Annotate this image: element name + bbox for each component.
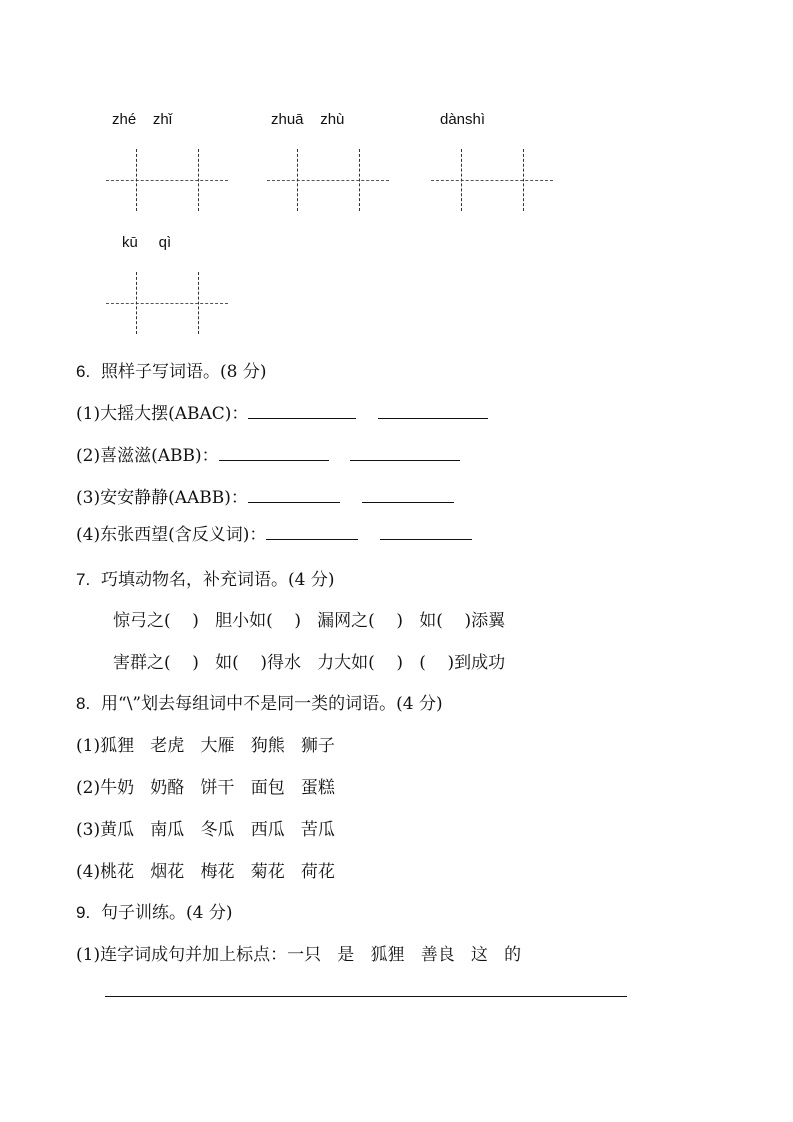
grid-vertical-line (136, 272, 137, 334)
q9-item-1: (1)连字词成句并加上标点：一只 是 狐狸 善良 这 的 (76, 945, 522, 965)
grid-vertical-line (523, 149, 524, 211)
q8-item-4: (4)桃花 烟花 梅花 菊花 荷花 (76, 862, 335, 882)
q8-item-2: (2)牛奶 奶酪 饼干 面包 蛋糕 (76, 778, 335, 798)
q6-item-1: (1)大摇大摆(ABAC)： (76, 399, 488, 424)
grid-vertical-line (198, 149, 199, 211)
q7-line-1: 惊弓之( ) 胆小如( ) 漏网之( ) 如( )添翼 (113, 611, 506, 631)
answer-blank[interactable] (380, 538, 472, 540)
writing-grid-kuqi[interactable] (106, 272, 228, 334)
answer-blank[interactable] (362, 501, 454, 503)
q8-title: 8. 用“\”划去每组词中不是同一类的词语。(4 分) (76, 694, 443, 714)
answer-blank[interactable] (378, 417, 488, 419)
answer-blank[interactable] (266, 538, 358, 540)
answer-blank[interactable] (219, 459, 329, 461)
writing-grid-zhuazhu[interactable] (267, 149, 389, 211)
q9-title: 9. 句子训练。(4 分) (76, 903, 233, 923)
q8-item-3: (3)黄瓜 南瓜 冬瓜 西瓜 苦瓜 (76, 820, 335, 840)
grid-center-line (106, 180, 228, 181)
grid-vertical-line (136, 149, 137, 211)
q6-title: 6. 照样子写词语。(8 分) (76, 362, 267, 382)
pinyin-danshi: dànshì (440, 111, 486, 128)
q6-item-4: (4)东张西望(含反义词)： (76, 520, 472, 545)
grid-vertical-line (461, 149, 462, 211)
grid-vertical-line (297, 149, 298, 211)
writing-grid-zhezhi[interactable] (106, 149, 228, 211)
grid-center-line (431, 180, 553, 181)
q7-line-2: 害群之( ) 如( )得水 力大如( ) ( )到成功 (113, 653, 506, 673)
pinyin-zhezhi: zhé zhǐ (112, 111, 173, 128)
answer-blank[interactable] (248, 501, 340, 503)
grid-center-line (267, 180, 389, 181)
sentence-answer-line[interactable] (105, 996, 627, 997)
q8-item-1: (1)狐狸 老虎 大雁 狗熊 狮子 (76, 736, 335, 756)
q7-title: 7. 巧填动物名，补充词语。(4 分) (76, 570, 335, 590)
grid-vertical-line (359, 149, 360, 211)
pinyin-zhuazhu: zhuā zhù (271, 111, 345, 128)
q6-item-3: (3)安安静静(AABB)： (76, 483, 454, 508)
grid-vertical-line (198, 272, 199, 334)
answer-blank[interactable] (248, 417, 356, 419)
answer-blank[interactable] (350, 459, 460, 461)
q6-item-2: (2)喜滋滋(ABB)： (76, 441, 460, 466)
writing-grid-danshi[interactable] (431, 149, 553, 211)
grid-center-line (106, 303, 228, 304)
pinyin-kuqi: kū qì (122, 234, 172, 251)
